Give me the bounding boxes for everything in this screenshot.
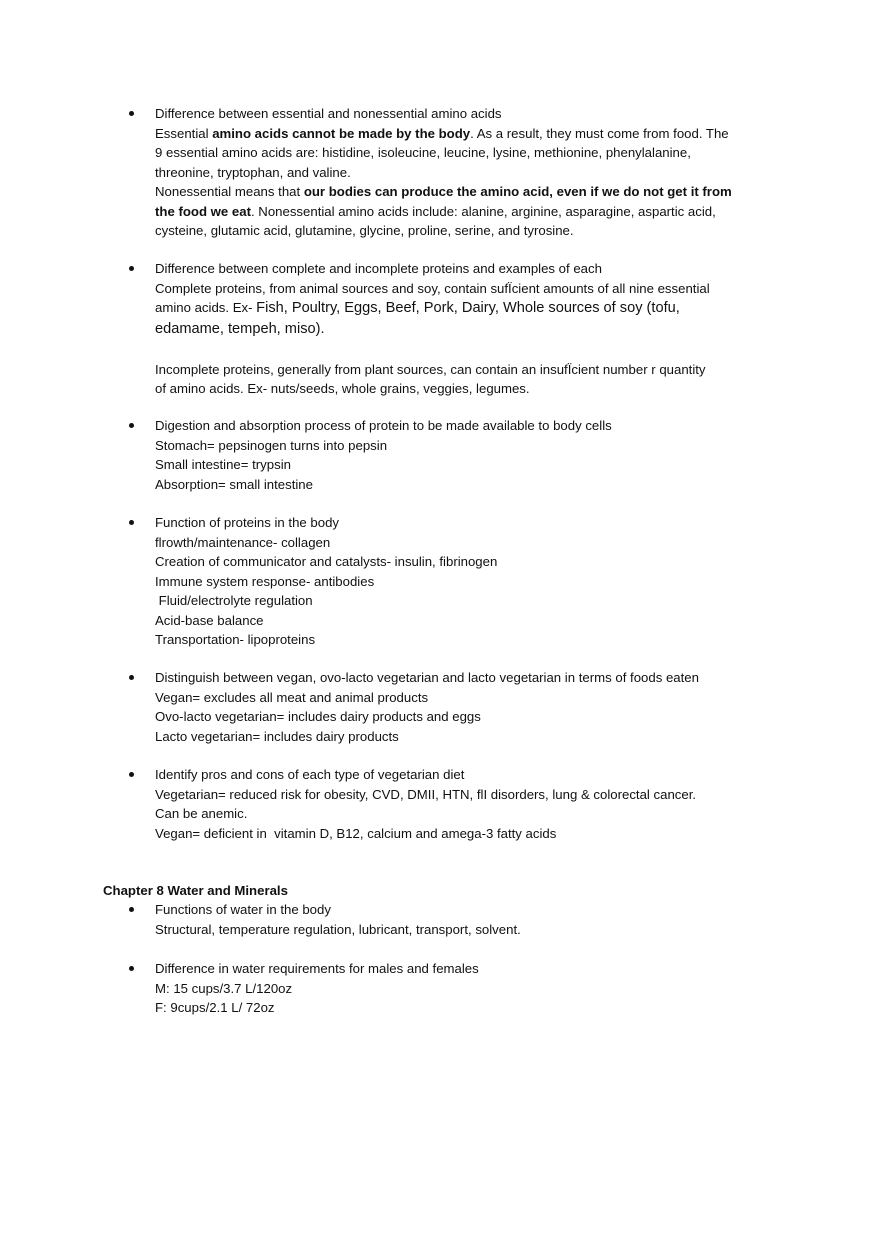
text-line: Creation of communicator and catalysts- insulin, fibrinogen: [155, 554, 498, 569]
bullet-complete-proteins: [155, 259, 780, 399]
bullet-heading: Digestion and absorption process of protein to be made available to body cells: [155, 418, 612, 433]
text-line: F: 9cups/2.1 L/ 72oz: [155, 1000, 275, 1015]
bullet-amino-acids: [155, 104, 780, 241]
bullet-dot: [129, 266, 134, 271]
text-line: the food we eat. Nonessential amino acids include: alanine, arginine, asparagine, aspartic acid,: [155, 203, 716, 219]
text-line: Acid-base balance: [155, 612, 264, 628]
bullet-dot: [129, 111, 134, 116]
text-line: Vegan= excludes all meat and animal products: [155, 689, 429, 705]
bullet-digestion: [155, 416, 780, 494]
bullet-water-requirements: [155, 959, 780, 1018]
bullet-vegetarian-types: [155, 668, 780, 746]
bullet-heading: Functions of water in the body: [155, 902, 331, 917]
text-line: Lacto vegetarian= includes dairy products: [155, 728, 399, 744]
bullet-heading: Difference in water requirements for males and females: [155, 961, 479, 976]
text-line: Can be anemic.: [155, 806, 248, 821]
bullet-vegetarian-pros-cons: [155, 765, 780, 843]
bullet-dot: [129, 423, 134, 428]
text-line: Absorption= small intestine: [155, 476, 313, 492]
text-line: Incomplete proteins, generally from plant sources, can contain an insufÏcient number r quantity: [155, 361, 706, 377]
text-line: Small intestine= trypsin: [155, 457, 291, 472]
text-line: M: 15 cups/3.7 L/120oz: [155, 980, 293, 996]
bullet-dot: [129, 772, 134, 777]
bullet-heading: Function of proteins in the body: [155, 515, 340, 530]
text-line: Structural, temperature regulation, lubricant, transport, solvent.: [155, 921, 521, 937]
bullet-water-functions: [155, 900, 780, 939]
text-line: Nonessential means that our bodies can produce the amino acid, even if we do not get it from: [155, 184, 732, 199]
text-line: Transportation- lipoproteins: [155, 632, 316, 647]
text-line: Vegan= deficient in vitamin D, B12, calcium and amega-3 fatty acids: [155, 825, 557, 841]
text-line: Vegetarian= reduced risk for obesity, CVD, DMII, HTN, flI disorders, lung & colorectal cancer.: [155, 786, 697, 802]
bullet-dot: [129, 966, 134, 971]
text-line: 9 essential amino acids are: histidine, isoleucine, leucine, lysine, methionine, phenylalanine,: [155, 145, 691, 160]
text-line: edamame, tempeh, miso).: [155, 321, 325, 337]
bullet-dot: [129, 675, 134, 680]
bullet-heading: Difference between essential and nonessential amino acids: [155, 106, 502, 121]
text-line: Stomach= pepsinogen turns into pepsin: [155, 437, 388, 453]
text-line: of amino acids. Ex- nuts/seeds, whole grains, veggies, legumes.: [155, 381, 530, 396]
bullet-dot: [129, 520, 134, 525]
bullet-heading: Distinguish between vegan, ovo-lacto vegetarian and lacto vegetarian in terms of foods eaten: [155, 670, 699, 685]
text-line: amino acids. Ex- Fish, Poultry, Eggs, Beef, Pork, Dairy, Whole sources of soy (tofu,: [155, 300, 680, 316]
text-line: threonine, tryptophan, and valine.: [155, 164, 351, 180]
text-line: Ovo-lacto vegetarian= includes dairy products and eggs: [155, 709, 481, 724]
bullet-heading: Identify pros and cons of each type of vegetarian diet: [155, 767, 465, 782]
text-line: Complete proteins, from animal sources and soy, contain sufÏcient amounts of all nine essential: [155, 280, 710, 296]
text-line: Essential amino acids cannot be made by the body. As a result, they must come from food. The: [155, 125, 729, 141]
text-line: Immune system response- antibodies: [155, 573, 375, 589]
text-line: flrowth/maintenance- collagen: [155, 534, 331, 550]
text-line: cysteine, glutamic acid, glutamine, glycine, proline, serine, and tyrosine.: [155, 223, 574, 238]
bullet-protein-functions: [155, 513, 780, 650]
text-line: Fluid/electrolyte regulation: [155, 593, 313, 608]
chapter-heading: Chapter 8 Water and Minerals: [103, 883, 288, 898]
bullet-dot: [129, 907, 134, 912]
bullet-heading: Difference between complete and incomplete proteins and examples of each: [155, 261, 602, 276]
